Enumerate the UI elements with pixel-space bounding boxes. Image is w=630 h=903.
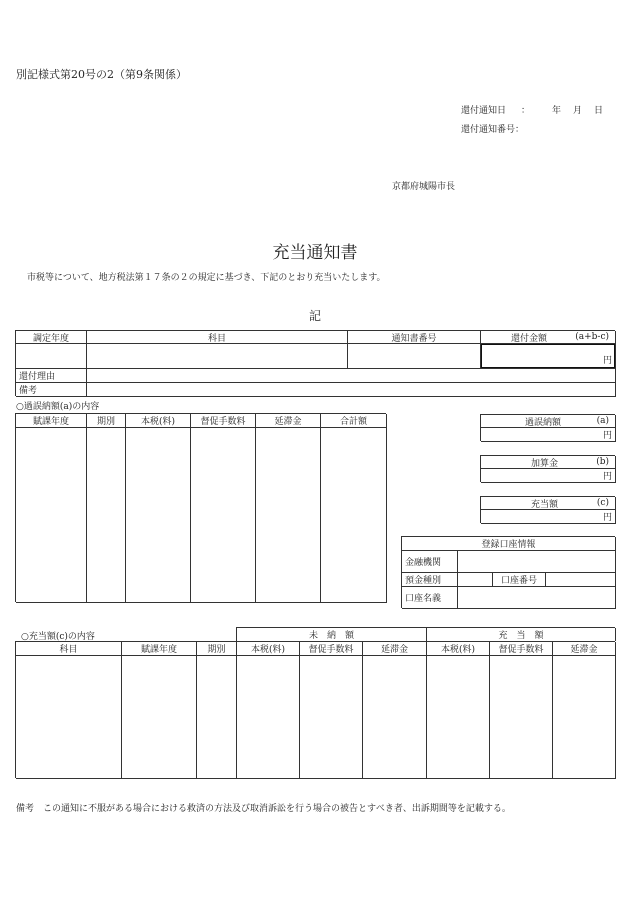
- overpay-amount-box: [480, 414, 615, 441]
- overpay-cell[interactable]: [16, 428, 87, 603]
- overpay-table: [15, 413, 386, 602]
- remarks-value[interactable]: [87, 383, 616, 397]
- group-allocated-label: 充 当 額: [427, 628, 616, 641]
- cell-year-value[interactable]: [16, 344, 87, 369]
- header-subject: 科目: [87, 331, 348, 344]
- form-number-label: 別記様式第20号の2（第9条関係）: [16, 68, 187, 81]
- alloc-cell[interactable]: [16, 656, 122, 779]
- refund-date-colon: ：: [521, 106, 531, 116]
- reason-label: 還付理由: [16, 369, 87, 383]
- addition-amount-label: 加算金 (b): [481, 456, 616, 469]
- cell-notice-number-value[interactable]: [348, 344, 481, 369]
- overpay-col-year: 賦課年度: [16, 414, 87, 428]
- alloc-col-alloc-tax: 本税(料): [427, 642, 490, 656]
- alloc-cell[interactable]: [553, 656, 616, 779]
- alloc-cell[interactable]: [122, 656, 197, 779]
- overpay-col-tax: 本税(料): [126, 414, 191, 428]
- alloc-cell[interactable]: [197, 656, 237, 779]
- reason-value[interactable]: [87, 369, 616, 383]
- overpay-cell[interactable]: [321, 428, 387, 603]
- addition-amount-box: [480, 455, 615, 482]
- alloc-cell[interactable]: [363, 656, 427, 779]
- overpay-cell[interactable]: [256, 428, 321, 603]
- refund-number-label: 還付通知番号：: [461, 125, 525, 135]
- header-notice-number: 通知書番号: [348, 331, 481, 344]
- overpay-section-title: ○過誤納額(a)の内容: [16, 402, 100, 412]
- alloc-col-year: 賦課年度: [122, 642, 197, 656]
- header-year: 調定年度: [16, 331, 87, 344]
- overpay-cell[interactable]: [191, 428, 256, 603]
- alloc-cell[interactable]: [427, 656, 490, 779]
- intro-text: 市税等について、地方税法第１７条の２の規定に基づき、下記のとおり充当いたします。: [27, 273, 386, 283]
- bank-institution-label: 金融機関: [402, 551, 458, 573]
- issuer-name: 京都府城陽市長: [392, 182, 456, 192]
- overpay-col-total: 合計額: [321, 414, 387, 428]
- addition-amount-value[interactable]: 円: [481, 469, 616, 483]
- allocation-amount-value[interactable]: 円: [481, 510, 616, 524]
- refund-date-day: 日: [594, 106, 604, 116]
- remarks-label: 備考: [16, 383, 87, 397]
- alloc-col-subject: 科目: [16, 642, 122, 656]
- overpay-col-period: 期別: [87, 414, 126, 428]
- allocation-section-title: ○充当額(c)の内容: [21, 632, 95, 642]
- alloc-col-alloc-delay: 延滞金: [553, 642, 616, 656]
- allocation-group-header: [236, 627, 615, 641]
- bank-title: 登録口座情報: [402, 537, 616, 551]
- alloc-col-unpaid-delay: 延滞金: [363, 642, 427, 656]
- overpay-amount-label: 過誤納額 (a): [481, 415, 616, 428]
- bank-account-number-value[interactable]: [546, 573, 616, 587]
- footer-note: 備考 この通知に不服がある場合における救済の方法及び取消訴訟を行う場合の被告とすべき者、出訴期間等を記載する。: [16, 804, 511, 814]
- overpay-amount-value[interactable]: 円: [481, 428, 616, 442]
- document-title: 充当通知書: [272, 243, 358, 263]
- alloc-col-alloc-fee: 督促手数料: [490, 642, 553, 656]
- refund-info-table: [15, 330, 615, 396]
- group-unpaid-label: 未 納 額: [237, 628, 427, 641]
- bank-institution-value[interactable]: [458, 551, 616, 573]
- refund-date-month: 月: [573, 106, 583, 116]
- overpay-cell[interactable]: [126, 428, 191, 603]
- bank-account-number-label: 口座番号: [493, 573, 546, 587]
- allocation-amount-label: 充当額 (c): [481, 497, 616, 510]
- allocation-table: [15, 641, 615, 778]
- header-refund-amount: 還付金額 (a+b-c): [481, 331, 616, 344]
- bank-holder-value[interactable]: [458, 587, 616, 609]
- overpay-col-delay: 延滞金: [256, 414, 321, 428]
- bank-deposit-type-value[interactable]: [458, 573, 493, 587]
- bank-holder-label: 口座名義: [402, 587, 458, 609]
- alloc-cell[interactable]: [237, 656, 300, 779]
- refund-date-label: 還付通知日: [461, 106, 507, 116]
- alloc-col-period: 期別: [197, 642, 237, 656]
- refund-date-year: 年: [552, 106, 562, 116]
- overpay-cell[interactable]: [87, 428, 126, 603]
- allocation-amount-box: [480, 496, 615, 523]
- alloc-col-unpaid-fee: 督促手数料: [300, 642, 363, 656]
- cell-subject-value[interactable]: [87, 344, 348, 369]
- ki-label: 記: [308, 309, 321, 323]
- overpay-col-fee: 督促手数料: [191, 414, 256, 428]
- alloc-cell[interactable]: [490, 656, 553, 779]
- alloc-cell[interactable]: [300, 656, 363, 779]
- bank-account-table: [401, 536, 615, 608]
- alloc-col-unpaid-tax: 本税(料): [237, 642, 300, 656]
- cell-refund-amount-value[interactable]: 円: [481, 344, 616, 369]
- bank-deposit-type-label: 預金種別: [402, 573, 458, 587]
